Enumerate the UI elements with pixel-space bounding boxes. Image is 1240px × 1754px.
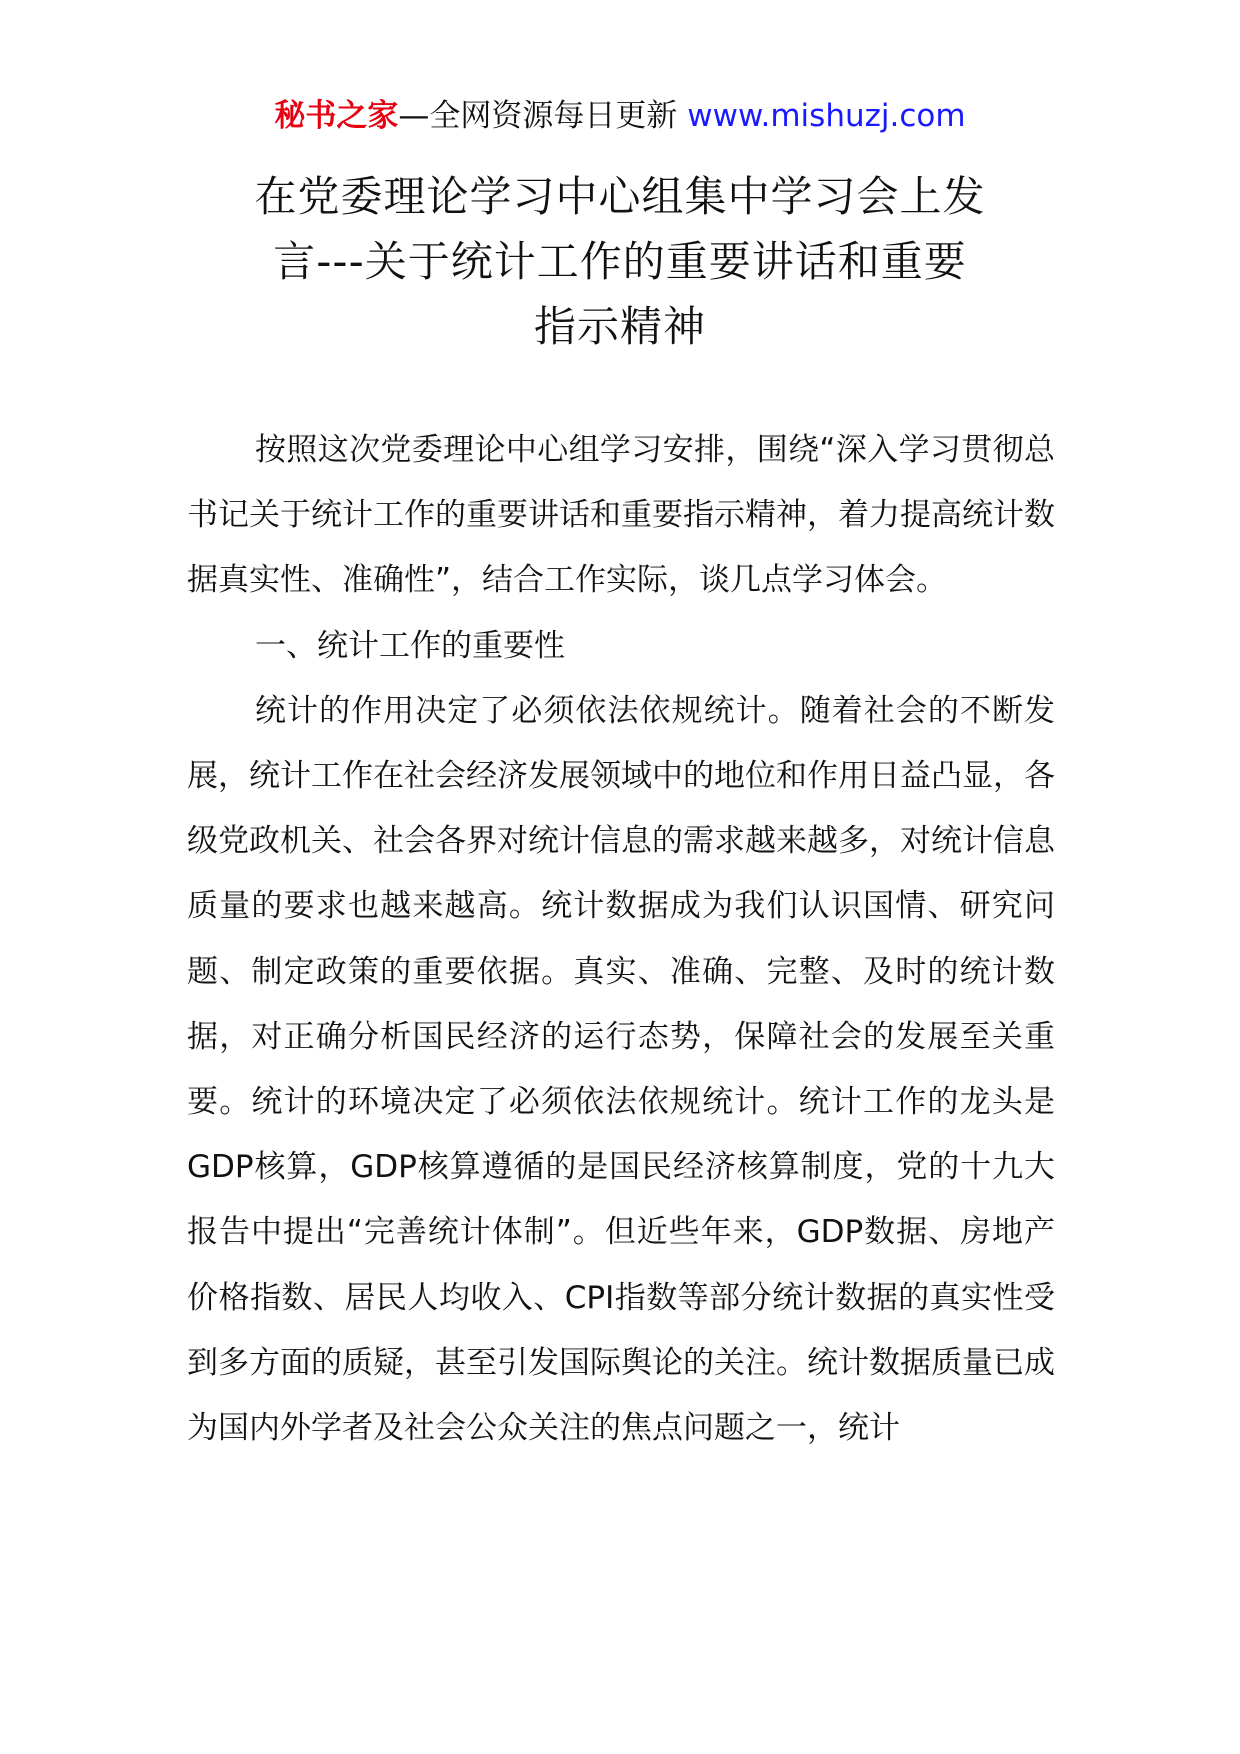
title-line-1: 在党委理论学习中心组集中学习会上发 bbox=[254, 172, 986, 221]
site-brand: 秘书之家 bbox=[274, 98, 399, 134]
section-heading: 一、统计工作的重要性 bbox=[255, 627, 565, 664]
site-url-link[interactable]: www.mishuzj.com bbox=[687, 98, 966, 134]
title-line-3: 指示精神 bbox=[533, 302, 706, 351]
site-header bbox=[0, 96, 1240, 136]
body-paragraph: 统计的作用决定了必须依法依规统计。随着社会的不断发展，统计工作在社会经济发展领域中的地位和作用日益凸显，各级党政机关、社会各界对统计信息的需求越来越多，对统计信息质量的要求也越来越高。统计数据成为我们认识国情、研究问题、制定政策的重要依据。真实、准确、完整、及时的统计数据，对正确分析国民经济的运行态势，保障社会的发展至关重要。统计的环境决定了必须依法依规统计。统计工作的龙头是GDP核算，GDP核算遵循的是国民经济核算制度，党的十九大报告中提出“完善统计体制”。但近些年来，GDP数据、房地产价格指数、居民人均收入、CPI指数等部分统计数据的真实性受到多方面的质疑，甚至引发国际舆论的关注。统计数据质量已成为国内外学者及社会公众关注的焦点问题之一，统计 bbox=[187, 692, 1055, 1447]
document-title bbox=[200, 164, 1040, 359]
intro-paragraph: 按照这次党委理论中心组学习安排，围绕“深入学习贯彻总书记关于统计工作的重要讲话和重要指示精神，着力提高统计数据真实性、准确性”，结合工作实际，谈几点学习体会。 bbox=[187, 432, 1055, 599]
document-body bbox=[187, 418, 1055, 1461]
title-line-2: 言---关于统计工作的重要讲话和重要 bbox=[273, 237, 967, 286]
site-slogan: —全网资源每日更新 bbox=[398, 98, 688, 134]
